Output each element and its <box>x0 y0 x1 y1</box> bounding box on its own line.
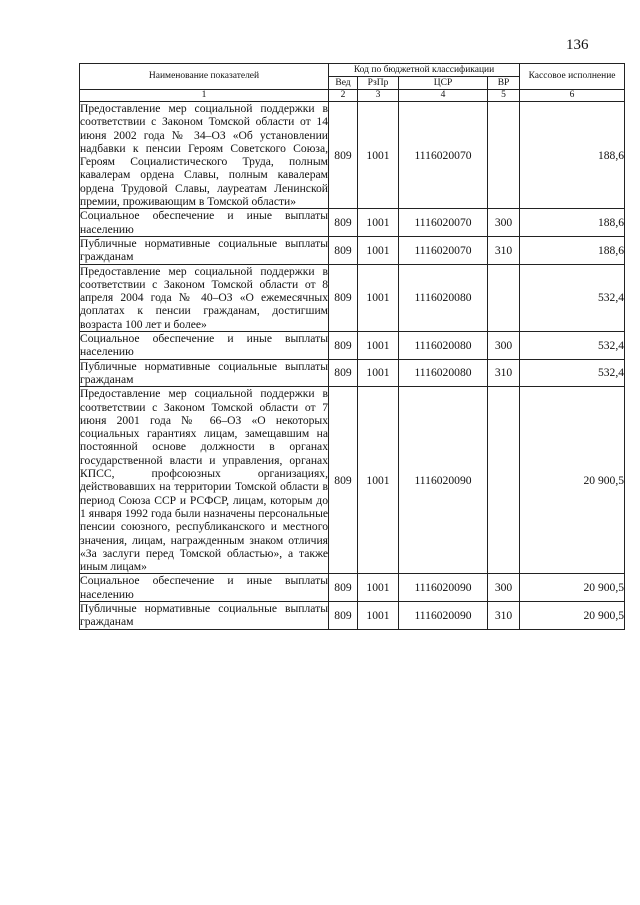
column-number: 5 <box>488 90 520 102</box>
row-rzpr: 1001 <box>358 387 399 574</box>
header-vr: ВР <box>488 77 520 90</box>
row-vr: 300 <box>488 209 520 237</box>
row-ved: 809 <box>329 359 358 387</box>
table-row <box>80 264 625 331</box>
row-ved: 809 <box>329 209 358 237</box>
row-vr: 310 <box>488 359 520 387</box>
row-rzpr: 1001 <box>358 236 399 264</box>
table-body <box>80 102 625 630</box>
row-amount: 532,4 <box>520 359 625 387</box>
row-csr: 1116020070 <box>399 236 488 264</box>
row-vr <box>488 387 520 574</box>
row-name: Социальное обеспечение и иные выплаты населению <box>80 332 328 359</box>
table-row <box>80 359 625 387</box>
row-name: Публичные нормативные социальные выплаты гражданам <box>80 359 328 386</box>
row-ved: 809 <box>329 387 358 574</box>
column-number: 6 <box>520 90 625 102</box>
column-number: 3 <box>358 90 399 102</box>
table-row <box>80 574 625 602</box>
row-csr: 1116020090 <box>399 387 488 574</box>
row-ved: 809 <box>329 102 358 209</box>
table-row <box>80 387 625 574</box>
row-amount: 20 900,5 <box>520 574 625 602</box>
row-ved: 809 <box>329 264 358 331</box>
header-ved: Вед <box>329 77 358 90</box>
row-rzpr: 1001 <box>358 359 399 387</box>
header-rzpr: РзПр <box>358 77 399 90</box>
row-rzpr: 1001 <box>358 264 399 331</box>
header-cash: Кассовое исполнение <box>520 64 625 90</box>
row-name: Социальное обеспечение и иные выплаты населению <box>80 209 328 236</box>
row-vr <box>488 102 520 209</box>
row-ved: 809 <box>329 574 358 602</box>
row-ved: 809 <box>329 236 358 264</box>
row-amount: 188,6 <box>520 102 625 209</box>
page-number: 136 <box>566 37 589 53</box>
row-name: Предоставление мер социальной поддержки в соответствии с Законом Томской области от 8 апреля 2004 года № 40–ОЗ «О ежемесячных доплатах к пенсии гражданам, достигшим возраста 100 лет и более» <box>80 264 328 331</box>
row-csr: 1116020090 <box>399 574 488 602</box>
table-row <box>80 236 625 264</box>
row-name: Публичные нормативные социальные выплаты гражданам <box>80 236 328 264</box>
row-ved: 809 <box>329 332 358 360</box>
row-amount: 20 900,5 <box>520 601 625 629</box>
column-number: 2 <box>329 90 358 102</box>
row-amount: 532,4 <box>520 332 625 360</box>
table-header <box>80 64 625 102</box>
header-code-group: Код по бюджетной классификации <box>329 64 520 77</box>
table-row <box>80 102 625 209</box>
row-amount: 20 900,5 <box>520 387 625 574</box>
column-number: 1 <box>80 90 329 102</box>
row-vr <box>488 264 520 331</box>
row-name: Социальное обеспечение и иные выплаты населению <box>80 574 328 601</box>
row-rzpr: 1001 <box>358 332 399 360</box>
row-amount: 188,6 <box>520 236 625 264</box>
column-number-row <box>80 90 625 102</box>
row-csr: 1116020070 <box>399 209 488 237</box>
table-row <box>80 332 625 360</box>
row-vr: 300 <box>488 332 520 360</box>
row-name: Предоставление мер социальной поддержки в соответствии с Законом Томской области от 7 июня 2001 года № 66–ОЗ «О некоторых социальных гарантиях лицам, замещавшим на постоянной основе должности в органах государственной власти и управления, органах КПСС, профсоюзных организациях, действовавших на территории Томской области в период Союза ССР и РСФСР, лицам, которым до 1 января 1992 года были назначены персональные пенсии союзного, республиканского и местного значения, лицам, награжденным знаком отличия «За заслуги перед Томской областью», а также иным лицам» <box>80 387 328 574</box>
row-amount: 188,6 <box>520 209 625 237</box>
row-rzpr: 1001 <box>358 601 399 629</box>
row-csr: 1116020090 <box>399 601 488 629</box>
budget-table <box>79 63 625 630</box>
row-name: Публичные нормативные социальные выплаты гражданам <box>80 601 328 629</box>
row-rzpr: 1001 <box>358 574 399 602</box>
table-row <box>80 209 625 237</box>
row-csr: 1116020080 <box>399 359 488 387</box>
row-vr: 310 <box>488 601 520 629</box>
row-vr: 310 <box>488 236 520 264</box>
row-rzpr: 1001 <box>358 102 399 209</box>
header-csr: ЦСР <box>399 77 488 90</box>
row-csr: 1116020070 <box>399 102 488 209</box>
row-csr: 1116020080 <box>399 332 488 360</box>
table-row <box>80 601 625 629</box>
row-amount: 532,4 <box>520 264 625 331</box>
column-number: 4 <box>399 90 488 102</box>
row-csr: 1116020080 <box>399 264 488 331</box>
row-ved: 809 <box>329 601 358 629</box>
header-name: Наименование показателей <box>80 64 329 90</box>
row-rzpr: 1001 <box>358 209 399 237</box>
row-name: Предоставление мер социальной поддержки в соответствии с Законом Томской области от 14 июня 2002 года № 34–ОЗ «Об установлении надбавки к пенсии Героям Советского Союза, Героям Социалистического Труда, полным кавалерам ордена Славы, полным кавалерам ордена Трудовой Славы, лауреатам Ленинской премии, проживающим в Томской области» <box>80 102 328 209</box>
row-vr: 300 <box>488 574 520 602</box>
